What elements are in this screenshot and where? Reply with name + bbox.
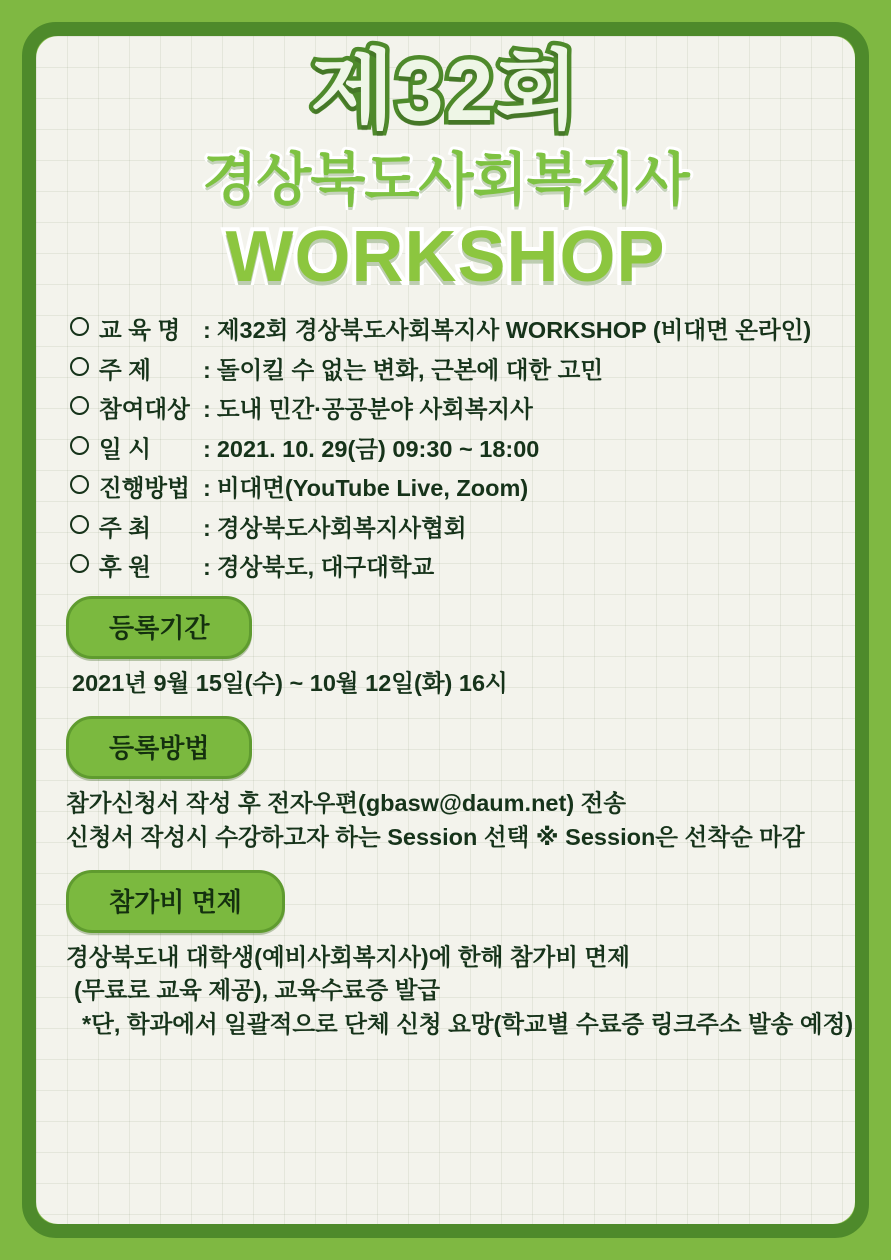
info-label: 후 원 (99, 554, 151, 581)
section-pill-label: 등록방법 (66, 716, 252, 779)
info-row (70, 556, 855, 580)
info-value: 도내 민간·공공분야 사회복지사 (216, 396, 533, 423)
info-row (70, 477, 855, 501)
info-label: 주 최 (99, 514, 151, 541)
info-row (70, 319, 855, 343)
info-value: 2021. 10. 29(금) 09:30 ~ 18:00 (216, 435, 540, 462)
poster-title-block (36, 36, 855, 297)
section-pill-label: 참가비 면제 (66, 870, 285, 933)
info-separator: : (203, 514, 211, 541)
info-value: 경상북도, 대구대학교 (216, 554, 435, 581)
circle-bullet-icon (70, 436, 89, 455)
section-line: 2021년 9월 15일(수) ~ 10월 12일(화) 16시 (72, 669, 508, 696)
info-separator: : (203, 356, 211, 383)
section-line: 참가신청서 작성 후 전자우편(gbasw@daum.net) 전송 (66, 790, 627, 817)
section-line: *단, 학과에서 일괄적으로 단체 신청 요망(학교별 수료증 링크주소 발송 예정) (82, 1010, 854, 1037)
section-line: 신청서 작성시 수강하고자 하는 Session 선택 ※ Session은 선착순 마감 (66, 823, 805, 850)
circle-bullet-icon (70, 317, 89, 336)
section-body (66, 787, 855, 854)
info-value: 돌이킬 수 없는 변화, 근본에 대한 고민 (216, 356, 604, 383)
info-row (70, 435, 855, 462)
info-separator: : (203, 475, 211, 502)
circle-bullet-icon (70, 475, 89, 494)
info-row (70, 514, 855, 541)
info-label: 진행방법 (99, 475, 190, 502)
title-workshop: WORKSHOP (225, 217, 666, 298)
info-label: 일 시 (99, 435, 151, 462)
circle-bullet-icon (70, 357, 89, 376)
circle-bullet-icon (70, 554, 89, 573)
info-row (70, 356, 855, 383)
info-separator: : (203, 317, 211, 344)
info-label: 교 육 명 (99, 317, 181, 344)
title-organization: 경상북도사회복지사 (202, 147, 689, 212)
section-registration-period (36, 596, 855, 700)
info-row (70, 398, 855, 422)
info-value: 경상북도사회복지사협회 (216, 514, 467, 541)
info-label: 참여대상 (99, 396, 190, 423)
section-fee-exemption (36, 870, 855, 1041)
section-line: (무료로 교육 제공), 교육수료증 발급 (74, 977, 441, 1004)
info-list (36, 319, 855, 580)
poster-paper (36, 36, 855, 1224)
title-edition: 제32회 (310, 43, 581, 139)
info-value: 비대면(YouTube Live, Zoom) (216, 475, 529, 502)
section-registration-method (36, 716, 855, 854)
info-separator: : (203, 435, 211, 462)
section-pill-label: 등록기간 (66, 596, 252, 659)
circle-bullet-icon (70, 515, 89, 534)
section-body (66, 667, 855, 700)
info-separator: : (203, 396, 211, 423)
info-label: 주 제 (99, 356, 151, 383)
circle-bullet-icon (70, 396, 89, 415)
section-body (66, 941, 855, 1041)
info-separator: : (203, 554, 211, 581)
section-line: 경상북도내 대학생(예비사회복지사)에 한해 참가비 면제 (66, 943, 630, 970)
info-value: 제32회 경상북도사회복지사 WORKSHOP (비대면 온라인) (216, 317, 812, 344)
